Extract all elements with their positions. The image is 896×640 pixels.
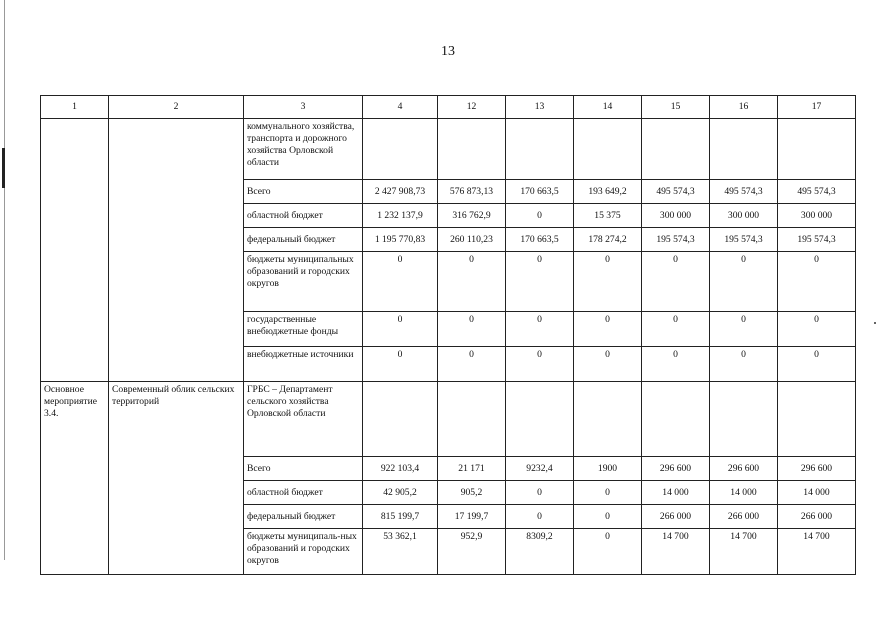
table-cell: 296 600 <box>778 457 856 481</box>
table-cell: 922 103,4 <box>363 457 438 481</box>
row-label: бюджеты муниципальных образований и городских округов <box>244 252 363 312</box>
row-label: федеральный бюджет <box>244 505 363 529</box>
table-cell: 170 663,5 <box>506 228 574 252</box>
page-number: 13 <box>441 44 455 59</box>
row-label: областной бюджет <box>244 204 363 228</box>
header-cell: 2 <box>109 96 244 119</box>
table-cell: 0 <box>574 312 642 347</box>
table-cell: 195 574,3 <box>778 228 856 252</box>
table-cell: 266 000 <box>642 505 710 529</box>
table-cell: 17 199,7 <box>438 505 506 529</box>
table-cell: 266 000 <box>778 505 856 529</box>
table-cell: 0 <box>438 312 506 347</box>
table-cell: 193 649,2 <box>574 180 642 204</box>
table-cell: 0 <box>778 347 856 382</box>
table-cell: 0 <box>363 312 438 347</box>
header-cell: 17 <box>778 96 856 119</box>
table-cell: 0 <box>574 505 642 529</box>
measure-id-cell: Основное мероприятие 3.4. <box>41 382 109 575</box>
table-cell: 1900 <box>574 457 642 481</box>
table-cell: 495 574,3 <box>642 180 710 204</box>
table-cell: 266 000 <box>710 505 778 529</box>
table-cell: 14 000 <box>778 481 856 505</box>
table-cell: 21 171 <box>438 457 506 481</box>
table-cell: 0 <box>642 312 710 347</box>
header-cell: 13 <box>506 96 574 119</box>
table-row <box>41 119 856 180</box>
table-cell: 0 <box>778 252 856 312</box>
table-cell: 9232,4 <box>506 457 574 481</box>
table-cell: 14 700 <box>710 529 778 575</box>
table-cell: 260 110,23 <box>438 228 506 252</box>
table-cell: 170 663,5 <box>506 180 574 204</box>
table-cell: 14 000 <box>710 481 778 505</box>
table-cell: 0 <box>506 481 574 505</box>
table-cell: 300 000 <box>778 204 856 228</box>
header-cell: 12 <box>438 96 506 119</box>
table-header-row <box>41 96 856 119</box>
table-cell: 1 195 770,83 <box>363 228 438 252</box>
row-label: ГРБС – Департамент сельского хозяйства Орловской области <box>244 382 363 457</box>
table-cell: 0 <box>710 312 778 347</box>
table-row <box>41 382 856 457</box>
measure-name-cell: Современный облик сельских территорий <box>109 382 244 575</box>
table-cell: 905,2 <box>438 481 506 505</box>
table-cell: 0 <box>574 481 642 505</box>
table-cell: 0 <box>574 252 642 312</box>
row-label: Всего <box>244 457 363 481</box>
table-cell: 300 000 <box>642 204 710 228</box>
header-cell: 16 <box>710 96 778 119</box>
table-cell: 0 <box>574 347 642 382</box>
row-label: бюджеты муниципаль-ных образований и городских округов <box>244 529 363 575</box>
table-cell: 14 000 <box>642 481 710 505</box>
table-cell: 296 600 <box>642 457 710 481</box>
row-label: внебюджетные источники <box>244 347 363 382</box>
table-cell: 195 574,3 <box>642 228 710 252</box>
table-cell: 195 574,3 <box>710 228 778 252</box>
table-cell: 178 274,2 <box>574 228 642 252</box>
table-cell: 300 000 <box>710 204 778 228</box>
table-cell: 2 427 908,73 <box>363 180 438 204</box>
table-cell: 0 <box>438 252 506 312</box>
table-cell: 0 <box>710 252 778 312</box>
table-cell: 0 <box>574 529 642 575</box>
speck <box>874 322 876 324</box>
table-cell: 15 375 <box>574 204 642 228</box>
table-cell: 14 700 <box>778 529 856 575</box>
table-cell: 316 762,9 <box>438 204 506 228</box>
table-cell: 0 <box>506 312 574 347</box>
row-label: федеральный бюджет <box>244 228 363 252</box>
table-cell: 495 574,3 <box>710 180 778 204</box>
table-cell: 42 905,2 <box>363 481 438 505</box>
header-cell: 14 <box>574 96 642 119</box>
table-cell: 296 600 <box>710 457 778 481</box>
table-cell: 14 700 <box>642 529 710 575</box>
table-cell: 0 <box>710 347 778 382</box>
table-cell: 0 <box>506 252 574 312</box>
header-cell: 15 <box>642 96 710 119</box>
table-cell: 0 <box>506 347 574 382</box>
table-cell: 0 <box>778 312 856 347</box>
row-label: государственные внебюджетные фонды <box>244 312 363 347</box>
table-cell: 1 232 137,9 <box>363 204 438 228</box>
budget-table <box>40 95 856 575</box>
table-cell: 0 <box>506 505 574 529</box>
table-cell: 576 873,13 <box>438 180 506 204</box>
empty-cell <box>41 119 109 382</box>
table-cell: 815 199,7 <box>363 505 438 529</box>
binding-mark <box>2 148 5 188</box>
empty-cell <box>109 119 244 382</box>
table-cell: 0 <box>363 252 438 312</box>
binding-line <box>4 0 5 560</box>
header-cell: 4 <box>363 96 438 119</box>
table-cell: 0 <box>438 347 506 382</box>
header-cell: 3 <box>244 96 363 119</box>
table-cell: 8309,2 <box>506 529 574 575</box>
table-cell: 0 <box>363 347 438 382</box>
table-cell: 0 <box>506 204 574 228</box>
table-cell: 0 <box>642 252 710 312</box>
header-cell: 1 <box>41 96 109 119</box>
table-cell: 495 574,3 <box>778 180 856 204</box>
row-label: Всего <box>244 180 363 204</box>
row-label: коммунального хозяйства, транспорта и дорожного хозяйства Орловской области <box>244 119 363 180</box>
table-cell: 952,9 <box>438 529 506 575</box>
table-cell: 0 <box>642 347 710 382</box>
row-label: областной бюджет <box>244 481 363 505</box>
table-cell: 53 362,1 <box>363 529 438 575</box>
